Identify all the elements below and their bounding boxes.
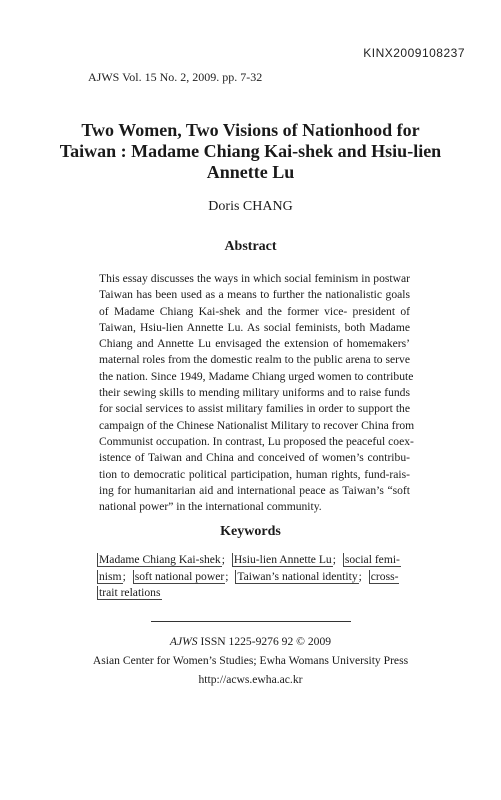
keyword: soft national power	[134, 569, 225, 583]
keywords-line	[97, 585, 413, 602]
keyword-separator: ;	[332, 553, 336, 566]
title-line: Annette Lu	[206, 162, 295, 182]
abstract-line: This essay discusses the ways in which social feminism in postwar	[99, 272, 410, 285]
keyword: Madame Chiang Kai-shek	[99, 553, 221, 566]
keyword-separator: ;	[221, 553, 225, 566]
keyword: Hsiu-lien Annette Lu	[233, 553, 332, 566]
keyword: Taiwan’s national identity	[237, 569, 358, 583]
abstract-line: Chiang and Annette Lu envisaged the extension of homemakers’	[99, 337, 410, 351]
journal-citation: AJWS Vol. 15 No. 2, 2009. pp. 7-32	[88, 70, 263, 84]
paper-title	[40, 120, 461, 183]
abstract-line: tion to democratic political participation, human rights, fund-rais-	[99, 467, 410, 481]
abstract-body	[99, 271, 415, 515]
keyword-separator: ;	[358, 569, 362, 583]
abstract-line: Taiwan has been used as a means to further the nationalistic goals	[99, 288, 410, 302]
publisher-line: Asian Center for Women’s Studies; Ewha Womans University Press	[92, 654, 409, 667]
abstract-line: istence of Taiwan and China and conceived of women’s contribu-	[99, 451, 410, 465]
keyword: social femi-	[344, 553, 400, 566]
abstract-line: Communist occupation. In contrast, Lu proposed the peaceful coex-	[99, 434, 414, 448]
abstract-line: national power” in the international community.	[99, 500, 322, 514]
keywords-line	[97, 552, 413, 569]
keyword-separator: ;	[122, 569, 126, 583]
abstract-line: the nation. Since 1949, Madame Chiang urged women to contribute	[99, 369, 414, 383]
journal-abbrev: AJWS	[169, 635, 198, 648]
abstract-line: of Madame Chiang Kai-shek and the former vice- president of	[99, 304, 410, 318]
keywords-heading: Keywords	[220, 524, 281, 539]
publication-footer	[0, 632, 501, 689]
abstract-line: Taiwan, Hsiu-lien Annette Lu. As social feminists, both Madame	[99, 320, 410, 334]
author-name: Doris CHANG	[208, 199, 293, 214]
issn-text: ISSN 1225-9276 92 © 2009	[197, 635, 332, 648]
keywords-line	[97, 569, 413, 586]
document-id: KINX2009108237	[363, 46, 465, 60]
keywords-list	[97, 552, 413, 602]
keyword: nism	[99, 569, 122, 583]
keyword-separator: ;	[225, 569, 229, 583]
keyword: cross-	[370, 569, 399, 583]
publisher-url: http://acws.ewha.ac.kr	[198, 673, 303, 686]
keyword: trait relations	[99, 586, 161, 599]
abstract-line: ing for humanitarian aid and international peace as Taiwan’s “soft	[99, 483, 410, 497]
footer-divider	[151, 621, 351, 622]
abstract-line: their sewing skills to mending military uniforms and to raise funds	[99, 386, 410, 400]
abstract-line: for social services to assist military families in order to support the	[99, 402, 410, 416]
abstract-heading: Abstract	[224, 239, 277, 254]
abstract-line: maternal roles from the domestic realm to the public arena to serve	[99, 353, 410, 367]
abstract-line: campaign of the Chinese Nationalist Military to recover China from	[99, 418, 415, 432]
title-line: Two Women, Two Visions of Nationhood for	[81, 120, 420, 140]
issn-line	[0, 632, 501, 651]
title-line: Taiwan : Madame Chiang Kai-shek and Hsiu-lien	[59, 141, 442, 161]
